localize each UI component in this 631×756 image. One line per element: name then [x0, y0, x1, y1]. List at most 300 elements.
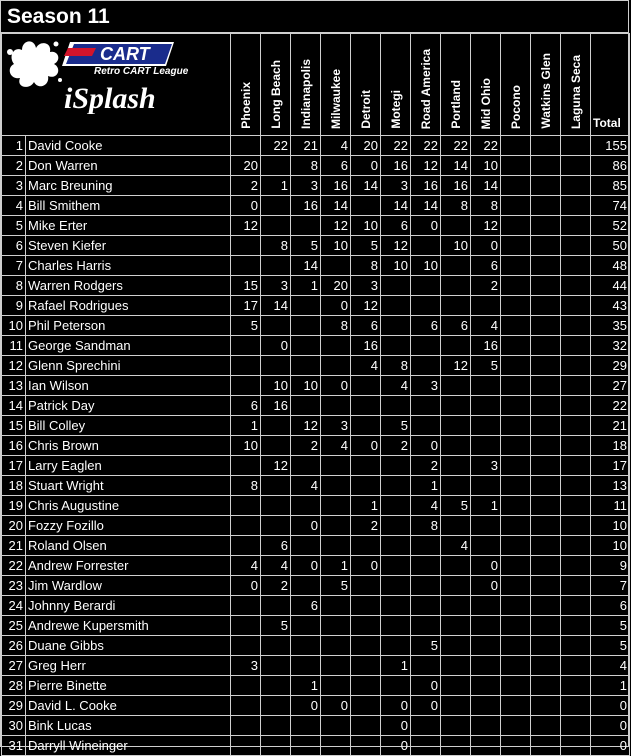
score-cell: 8 — [291, 156, 321, 176]
standings-row — [2, 216, 630, 236]
score-cell: 3 — [291, 176, 321, 196]
score-cell — [501, 736, 531, 756]
score-cell — [561, 176, 591, 196]
score-cell — [501, 156, 531, 176]
score-cell — [531, 676, 561, 696]
score-cell — [351, 696, 381, 716]
score-cell: 2 — [411, 456, 441, 476]
score-cell — [261, 356, 291, 376]
score-cell — [501, 356, 531, 376]
score-cell — [411, 576, 441, 596]
score-cell: 1 — [261, 176, 291, 196]
score-cell — [531, 316, 561, 336]
score-cell — [441, 596, 471, 616]
driver-name-cell: Phil Peterson — [26, 316, 231, 336]
score-cell — [501, 276, 531, 296]
score-cell — [531, 336, 561, 356]
score-cell — [291, 216, 321, 236]
score-cell — [411, 236, 441, 256]
total-cell: 13 — [591, 476, 630, 496]
score-cell — [321, 676, 351, 696]
score-cell — [501, 536, 531, 556]
score-cell — [351, 636, 381, 656]
total-cell: 9 — [591, 556, 630, 576]
total-cell: 17 — [591, 456, 630, 476]
driver-name-cell: Steven Kiefer — [26, 236, 231, 256]
total-cell: 85 — [591, 176, 630, 196]
score-cell — [381, 476, 411, 496]
score-cell — [261, 516, 291, 536]
standings-row — [2, 476, 630, 496]
score-cell: 3 — [231, 656, 261, 676]
col-header-long-beach: Long Beach — [261, 34, 291, 136]
score-cell — [411, 716, 441, 736]
score-cell: 4 — [471, 316, 501, 336]
score-cell: 5 — [291, 236, 321, 256]
score-cell: 3 — [351, 276, 381, 296]
score-cell — [471, 676, 501, 696]
rank-cell: 11 — [2, 336, 26, 356]
score-cell — [471, 656, 501, 676]
score-cell — [381, 296, 411, 316]
total-cell: 52 — [591, 216, 630, 236]
score-cell: 0 — [471, 236, 501, 256]
score-cell — [261, 676, 291, 696]
score-cell: 2 — [381, 436, 411, 456]
score-cell: 6 — [231, 396, 261, 416]
score-cell — [381, 616, 411, 636]
col-header-laguna-seca: Laguna Seca — [561, 34, 591, 136]
score-cell — [561, 536, 591, 556]
score-cell: 0 — [291, 516, 321, 536]
col-header-milwaukee: Milwaukee — [321, 34, 351, 136]
driver-name-cell: Mike Erter — [26, 216, 231, 236]
score-cell — [321, 616, 351, 636]
total-cell: 21 — [591, 416, 630, 436]
score-cell — [381, 516, 411, 536]
score-cell — [441, 436, 471, 456]
score-cell: 0 — [261, 336, 291, 356]
total-cell: 27 — [591, 376, 630, 396]
score-cell — [561, 636, 591, 656]
standings-row — [2, 416, 630, 436]
driver-name-cell: Andrewe Kupersmith — [26, 616, 231, 636]
score-cell — [501, 416, 531, 436]
driver-name-cell: Fozzy Fozillo — [26, 516, 231, 536]
score-cell: 2 — [231, 176, 261, 196]
standings-row — [2, 436, 630, 456]
score-cell: 20 — [321, 276, 351, 296]
score-cell: 16 — [471, 336, 501, 356]
score-cell — [441, 696, 471, 716]
score-cell — [411, 416, 441, 436]
score-cell — [501, 636, 531, 656]
total-cell: 18 — [591, 436, 630, 456]
score-cell — [231, 696, 261, 716]
score-cell — [561, 356, 591, 376]
driver-name-cell: Jim Wardlow — [26, 576, 231, 596]
score-cell: 10 — [321, 236, 351, 256]
standings-row — [2, 676, 630, 696]
score-cell — [261, 636, 291, 656]
sheet-title: Season 11 — [1, 1, 628, 33]
score-cell: 10 — [291, 376, 321, 396]
standings-row — [2, 636, 630, 656]
rank-cell: 14 — [2, 396, 26, 416]
score-cell — [531, 496, 561, 516]
score-cell — [381, 576, 411, 596]
score-cell — [561, 736, 591, 756]
score-cell — [411, 296, 441, 316]
col-header-phoenix: Phoenix — [231, 34, 261, 136]
score-cell: 5 — [411, 636, 441, 656]
score-cell — [321, 476, 351, 496]
score-cell: 15 — [231, 276, 261, 296]
driver-name-cell: Charles Harris — [26, 256, 231, 276]
standings-row — [2, 516, 630, 536]
score-cell — [321, 356, 351, 376]
score-cell — [231, 356, 261, 376]
score-cell: 22 — [441, 136, 471, 156]
score-cell: 12 — [471, 216, 501, 236]
score-cell — [291, 296, 321, 316]
driver-name-cell: Warren Rodgers — [26, 276, 231, 296]
score-cell — [471, 376, 501, 396]
score-cell: 4 — [321, 136, 351, 156]
score-cell: 0 — [471, 556, 501, 576]
score-cell — [471, 296, 501, 316]
standings-row — [2, 616, 630, 636]
col-header-watkins-glen: Watkins Glen — [531, 34, 561, 136]
score-cell — [351, 456, 381, 476]
rank-cell: 25 — [2, 616, 26, 636]
score-cell — [351, 196, 381, 216]
score-cell — [561, 436, 591, 456]
score-cell: 16 — [411, 176, 441, 196]
rank-cell: 22 — [2, 556, 26, 576]
score-cell — [261, 736, 291, 756]
rank-cell: 31 — [2, 736, 26, 756]
score-cell — [231, 456, 261, 476]
score-cell — [231, 716, 261, 736]
score-cell — [231, 536, 261, 556]
total-cell: 50 — [591, 236, 630, 256]
score-cell: 5 — [231, 316, 261, 336]
standings-row — [2, 536, 630, 556]
driver-name-cell: Pierre Binette — [26, 676, 231, 696]
standings-row — [2, 276, 630, 296]
total-cell: 4 — [591, 656, 630, 676]
total-cell: 74 — [591, 196, 630, 216]
score-cell — [561, 216, 591, 236]
score-cell — [441, 336, 471, 356]
rank-cell: 12 — [2, 356, 26, 376]
score-cell — [531, 596, 561, 616]
score-cell — [381, 556, 411, 576]
score-cell — [291, 636, 321, 656]
driver-name-cell: Bill Smithem — [26, 196, 231, 216]
score-cell — [351, 736, 381, 756]
score-cell — [561, 136, 591, 156]
standings-row — [2, 716, 630, 736]
score-cell — [561, 196, 591, 216]
score-cell — [561, 516, 591, 536]
score-cell — [411, 596, 441, 616]
score-cell: 0 — [411, 436, 441, 456]
score-cell — [501, 176, 531, 196]
score-cell: 16 — [351, 336, 381, 356]
score-cell — [501, 456, 531, 476]
score-cell: 0 — [291, 696, 321, 716]
score-cell: 0 — [381, 736, 411, 756]
driver-name-cell: Andrew Forrester — [26, 556, 231, 576]
standings-row — [2, 136, 630, 156]
score-cell: 4 — [261, 556, 291, 576]
score-cell — [411, 336, 441, 356]
score-cell — [561, 476, 591, 496]
score-cell — [231, 676, 261, 696]
score-cell: 14 — [351, 176, 381, 196]
driver-name-cell: David Cooke — [26, 136, 231, 156]
score-cell — [471, 536, 501, 556]
score-cell: 10 — [471, 156, 501, 176]
score-cell: 1 — [351, 496, 381, 516]
score-cell — [561, 696, 591, 716]
standings-row — [2, 316, 630, 336]
rank-cell: 29 — [2, 696, 26, 716]
score-cell — [561, 416, 591, 436]
standings-row — [2, 296, 630, 316]
col-header-mid-ohio: Mid Ohio — [471, 34, 501, 136]
score-cell — [231, 376, 261, 396]
score-cell — [561, 556, 591, 576]
score-cell — [531, 556, 561, 576]
score-cell: 12 — [291, 416, 321, 436]
score-cell — [501, 696, 531, 716]
score-cell — [291, 396, 321, 416]
rank-cell: 6 — [2, 236, 26, 256]
standings-row — [2, 396, 630, 416]
score-cell: 12 — [261, 456, 291, 476]
score-cell: 12 — [411, 156, 441, 176]
score-cell: 3 — [321, 416, 351, 436]
standings-row — [2, 556, 630, 576]
score-cell: 5 — [441, 496, 471, 516]
rank-cell: 27 — [2, 656, 26, 676]
score-cell — [561, 236, 591, 256]
score-cell — [411, 356, 441, 376]
score-cell — [351, 596, 381, 616]
score-cell — [501, 196, 531, 216]
total-cell: 0 — [591, 716, 630, 736]
score-cell — [501, 716, 531, 736]
score-cell: 8 — [261, 236, 291, 256]
score-cell — [231, 636, 261, 656]
total-cell: 6 — [591, 596, 630, 616]
col-header-motegi: Motegi — [381, 34, 411, 136]
score-cell — [531, 396, 561, 416]
score-cell: 5 — [471, 356, 501, 376]
score-cell: 10 — [351, 216, 381, 236]
logo-cell — [2, 34, 231, 136]
score-cell — [231, 256, 261, 276]
rank-cell: 8 — [2, 276, 26, 296]
driver-name-cell: Glenn Sprechini — [26, 356, 231, 376]
score-cell — [381, 536, 411, 556]
rank-cell: 16 — [2, 436, 26, 456]
score-cell: 22 — [261, 136, 291, 156]
score-cell: 3 — [381, 176, 411, 196]
score-cell: 6 — [291, 596, 321, 616]
score-cell: 12 — [231, 216, 261, 236]
driver-name-cell: Greg Herr — [26, 656, 231, 676]
score-cell: 0 — [321, 376, 351, 396]
score-cell — [291, 336, 321, 356]
score-cell — [531, 136, 561, 156]
score-cell — [501, 336, 531, 356]
score-cell: 8 — [441, 196, 471, 216]
score-cell: 4 — [351, 356, 381, 376]
score-cell — [231, 496, 261, 516]
score-cell: 6 — [351, 316, 381, 336]
score-cell — [411, 556, 441, 576]
score-cell — [411, 396, 441, 416]
score-cell: 0 — [231, 196, 261, 216]
score-cell — [501, 436, 531, 456]
score-cell — [531, 536, 561, 556]
score-cell — [291, 616, 321, 636]
score-cell: 8 — [321, 316, 351, 336]
driver-name-cell: Marc Breuning — [26, 176, 231, 196]
score-cell: 6 — [471, 256, 501, 276]
score-cell — [411, 616, 441, 636]
total-cell: 0 — [591, 696, 630, 716]
standings-row — [2, 736, 630, 756]
total-cell: 5 — [591, 616, 630, 636]
score-cell: 22 — [381, 136, 411, 156]
score-cell — [561, 276, 591, 296]
rank-cell: 15 — [2, 416, 26, 436]
score-cell: 10 — [411, 256, 441, 276]
rank-cell: 3 — [2, 176, 26, 196]
score-cell — [291, 536, 321, 556]
rank-cell: 20 — [2, 516, 26, 536]
rank-cell: 19 — [2, 496, 26, 516]
rank-cell: 5 — [2, 216, 26, 236]
score-cell — [471, 736, 501, 756]
score-cell — [321, 536, 351, 556]
score-cell — [441, 276, 471, 296]
score-cell: 3 — [471, 456, 501, 476]
rank-cell: 21 — [2, 536, 26, 556]
score-cell: 1 — [411, 476, 441, 496]
standings-row — [2, 176, 630, 196]
score-cell — [441, 736, 471, 756]
score-cell: 4 — [411, 496, 441, 516]
rank-cell: 1 — [2, 136, 26, 156]
score-cell — [531, 416, 561, 436]
standings-row — [2, 696, 630, 716]
score-cell: 10 — [441, 236, 471, 256]
score-cell — [351, 676, 381, 696]
score-cell: 6 — [411, 316, 441, 336]
standings-table — [1, 33, 630, 756]
score-cell — [531, 656, 561, 676]
score-cell — [561, 156, 591, 176]
score-cell: 1 — [291, 676, 321, 696]
score-cell — [561, 376, 591, 396]
score-cell — [561, 316, 591, 336]
driver-name-cell: Larry Eaglen — [26, 456, 231, 476]
total-cell: 11 — [591, 496, 630, 516]
score-cell — [501, 376, 531, 396]
isplash-logo — [4, 36, 204, 114]
driver-name-cell: George Sandman — [26, 336, 231, 356]
score-cell — [321, 516, 351, 536]
score-cell: 10 — [381, 256, 411, 276]
score-cell: 0 — [471, 576, 501, 596]
score-cell: 2 — [261, 576, 291, 596]
score-cell — [411, 736, 441, 756]
score-cell: 16 — [321, 176, 351, 196]
total-cell: 0 — [591, 736, 630, 756]
score-cell — [261, 256, 291, 276]
driver-name-cell: Don Warren — [26, 156, 231, 176]
total-cell: 32 — [591, 336, 630, 356]
score-cell — [531, 636, 561, 656]
score-cell: 0 — [381, 696, 411, 716]
score-cell — [561, 596, 591, 616]
total-cell: 44 — [591, 276, 630, 296]
score-cell: 4 — [291, 476, 321, 496]
driver-name-cell: Bill Colley — [26, 416, 231, 436]
total-cell: 22 — [591, 396, 630, 416]
score-cell: 6 — [441, 316, 471, 336]
driver-name-cell: Roland Olsen — [26, 536, 231, 556]
score-cell — [501, 216, 531, 236]
score-cell: 16 — [441, 176, 471, 196]
standings-row — [2, 256, 630, 276]
score-cell — [261, 716, 291, 736]
score-cell — [381, 676, 411, 696]
score-cell — [351, 656, 381, 676]
score-cell — [261, 696, 291, 716]
score-cell — [381, 336, 411, 356]
score-cell: 5 — [261, 616, 291, 636]
rank-cell: 18 — [2, 476, 26, 496]
driver-name-cell: Stuart Wright — [26, 476, 231, 496]
score-cell — [441, 396, 471, 416]
score-cell: 0 — [321, 696, 351, 716]
score-cell — [291, 496, 321, 516]
score-cell: 1 — [231, 416, 261, 436]
rank-cell: 10 — [2, 316, 26, 336]
score-cell — [501, 676, 531, 696]
score-cell: 0 — [231, 576, 261, 596]
score-cell: 4 — [231, 556, 261, 576]
score-cell — [261, 316, 291, 336]
score-cell: 0 — [351, 556, 381, 576]
score-cell — [471, 436, 501, 456]
standings-row — [2, 376, 630, 396]
score-cell — [441, 516, 471, 536]
score-cell: 1 — [291, 276, 321, 296]
score-cell — [501, 136, 531, 156]
score-cell — [471, 396, 501, 416]
score-cell: 22 — [471, 136, 501, 156]
standings-row — [2, 576, 630, 596]
score-cell — [261, 496, 291, 516]
